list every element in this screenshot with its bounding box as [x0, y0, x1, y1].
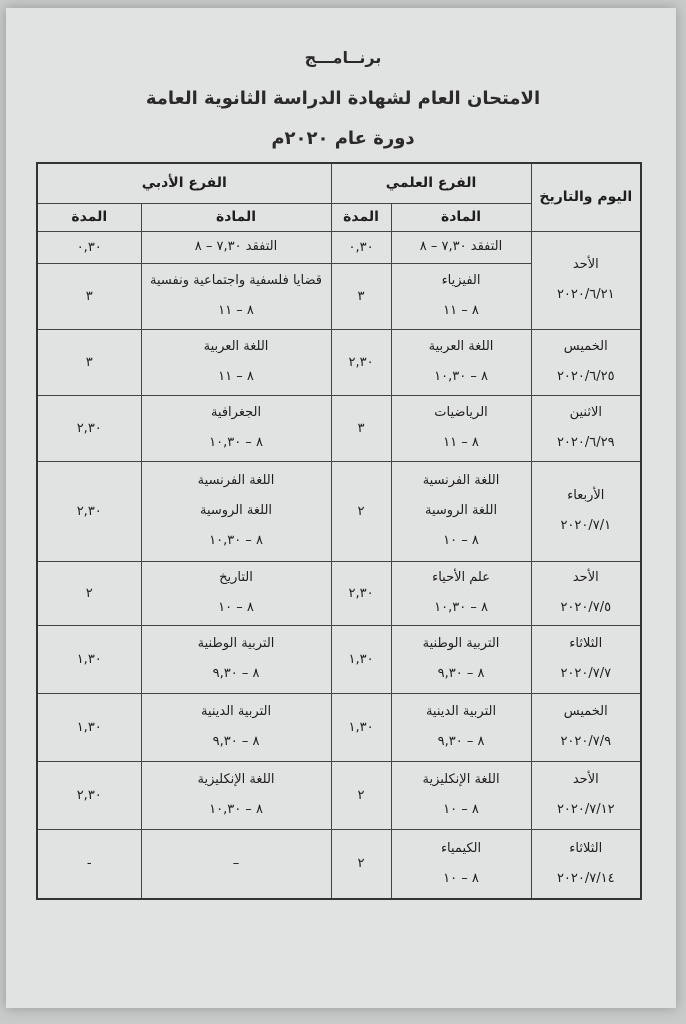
lit-subject-cell-line: ٨ – ٩,٣٠: [212, 666, 260, 681]
lit-subject-cell-line: ٨ – ١١: [218, 303, 254, 318]
day-date-cell: [531, 625, 641, 693]
sci-duration-cell-line: ٢: [357, 787, 365, 803]
sci-subject-cell-line: الكيمياء: [440, 840, 482, 856]
day-date-cell-line: الخميس: [563, 339, 608, 354]
sci-subject-cell-line: ٨ – ١٠: [443, 870, 479, 886]
sci-duration-cell: [331, 329, 391, 395]
table-row: [37, 761, 641, 829]
table-row: [37, 693, 641, 761]
lit-subject-cell-line: اللغة العربية: [203, 339, 269, 354]
sci-checkin-duration-line: ٠,٣٠: [348, 239, 374, 255]
schedule-body: [37, 231, 641, 899]
sci-subject-cell-line: اللغة الروسية: [425, 503, 498, 518]
exam-title: الامتحان العام لشهادة الدراسة الثانوية العامة: [145, 88, 541, 109]
sci-subject-cell: [391, 761, 531, 829]
lit-checkin-cell: [141, 231, 331, 263]
lit-subject-cell-line: –: [232, 855, 240, 871]
sci-checkin-cell: [391, 231, 531, 263]
lit-duration-cell-line: ٢,٣٠: [76, 787, 102, 803]
sci-subject-cell-line: ٨ – ١١: [443, 303, 479, 318]
sci-subject-cell: [391, 625, 531, 693]
day-date-cell-line: الأحد: [572, 772, 599, 787]
literary-branch-header: الفرع الأدبي: [37, 163, 331, 203]
lit-subject-cell: [141, 829, 331, 899]
lit-duration-cell-line: ٢: [85, 585, 93, 601]
sci-subject-cell: [391, 263, 531, 329]
table-row: [37, 231, 641, 263]
day-date-cell-line: الاثنين: [569, 405, 602, 420]
day-date-cell-line: ٢٠٢٠/٧/٩: [560, 734, 612, 749]
lit-subject-cell-line: التاريخ: [219, 570, 253, 585]
day-date-cell: [531, 561, 641, 625]
lit-duration-cell-line: ٣: [85, 288, 93, 304]
sci-duration-cell: [331, 761, 391, 829]
lit-subject-cell: [141, 329, 331, 395]
lit-duration-cell-line: ١,٣٠: [76, 719, 102, 735]
sci-subject-cell: [391, 829, 531, 899]
lit-checkin-duration: [37, 231, 141, 263]
day-date-cell-line: ٢٠٢٠/٦/٢١: [556, 287, 615, 302]
sci-subject-cell-line: ٨ – ١٠,٣٠: [434, 600, 488, 615]
day-date-cell-line: الأحد: [572, 257, 599, 272]
sci-duration-cell-line: ٢: [357, 503, 365, 519]
lit-subject-cell-line: ٨ – ١٠,٣٠: [209, 435, 263, 450]
lit-duration-cell-line: ١,٣٠: [76, 651, 102, 667]
day-date-cell-line: ٢٠٢٠/٧/٥: [560, 600, 612, 615]
lit-duration-cell-line: ٢,٣٠: [76, 420, 102, 436]
lit-duration-cell: [37, 395, 141, 461]
sci-duration-cell: [331, 561, 391, 625]
day-date-cell: [531, 395, 641, 461]
day-date-cell: [531, 829, 641, 899]
sci-subject-cell-line: ٨ – ٩,٣٠: [437, 666, 485, 681]
sci-subject-cell-line: اللغة الفرنسية: [422, 473, 500, 488]
sci-subject-cell: [391, 395, 531, 461]
lit-duration-cell-line: -: [86, 856, 92, 872]
day-date-cell-line: الأربعاء: [567, 488, 605, 503]
day-date-cell-line: ٢٠٢٠/٦/٢٥: [556, 369, 615, 384]
lit-subject-cell-line: ٨ – ١٠: [218, 600, 254, 615]
lit-duration-cell: [37, 693, 141, 761]
sci-subject-cell-line: ٨ – ١٠: [443, 533, 479, 548]
sci-subject-cell-line: ٨ – ١٠,٣٠: [434, 369, 488, 384]
sci-checkin-cell-line: التفقد ٧,٣٠ – ٨: [419, 239, 503, 254]
lit-subject-cell: [141, 625, 331, 693]
lit-duration-cell: [37, 461, 141, 561]
day-date-header: اليوم والتاريخ: [531, 163, 641, 231]
lit-subject-cell-line: اللغة الفرنسية: [197, 473, 275, 488]
sci-subject-cell-line: علم الأحياء: [432, 570, 490, 585]
sci-subject-cell-line: اللغة العربية: [428, 339, 494, 354]
scientific-branch-header: الفرع العلمي: [331, 163, 531, 203]
day-date-cell-line: الثلاثاء: [569, 840, 603, 856]
day-date-cell-line: الأحد: [572, 570, 599, 585]
sci-subject-cell-line: الرياضيات: [434, 405, 488, 420]
table-row: [37, 561, 641, 625]
sci-subject-cell-line: التربية الدينية: [425, 704, 497, 719]
lit-subject-cell-line: قضايا فلسفية واجتماعية ونفسية: [150, 273, 322, 288]
sci-duration-cell-line: ٢: [357, 856, 365, 872]
sci-subject-cell-line: الفيزياء: [441, 273, 481, 288]
sci-duration-cell: [331, 461, 391, 561]
day-date-cell-line: ٢٠٢٠/٧/٧: [560, 666, 612, 681]
session-title: دورة عام ٢٠٢٠م: [271, 128, 415, 149]
sci-subject-cell-line: ٨ – ٩,٣٠: [437, 734, 485, 749]
lit-duration-cell: [37, 561, 141, 625]
lit-subject-cell-line: ٨ – ٩,٣٠: [212, 734, 260, 749]
sci-subject-cell-line: اللغة الإنكليزية: [422, 772, 500, 787]
sci-duration-cell-line: ٣: [357, 420, 365, 436]
sci-duration-header: المدة: [331, 203, 391, 231]
sci-duration-cell: [331, 625, 391, 693]
lit-checkin-duration-line: ٠,٣٠: [76, 239, 102, 255]
sci-duration-cell-line: ٣: [357, 288, 365, 304]
lit-duration-cell: [37, 625, 141, 693]
day-date-cell: [531, 329, 641, 395]
lit-subject-cell-line: الجغرافية: [210, 405, 262, 420]
lit-subject-cell: [141, 693, 331, 761]
table-row: [37, 829, 641, 899]
lit-subject-cell: [141, 761, 331, 829]
day-date-cell-line: ٢٠٢٠/٦/٢٩: [556, 435, 615, 450]
lit-duration-cell: [37, 829, 141, 899]
table-row: [37, 329, 641, 395]
sci-duration-cell: [331, 263, 391, 329]
day-date-cell-line: الثلاثاء: [569, 636, 603, 651]
lit-subject-cell-line: ٨ – ١٠,٣٠: [209, 802, 263, 817]
sci-subject-cell: [391, 693, 531, 761]
sci-duration-cell-line: ٢,٣٠: [348, 585, 374, 601]
lit-duration-cell: [37, 329, 141, 395]
lit-checkin-cell-line: التفقد ٧,٣٠ – ٨: [194, 239, 278, 254]
sci-duration-cell-line: ١,٣٠: [348, 651, 374, 667]
day-date-cell-line: الخميس: [563, 704, 608, 719]
sci-duration-cell: [331, 693, 391, 761]
lit-duration-cell: [37, 761, 141, 829]
lit-subject-cell: [141, 263, 331, 329]
lit-subject-cell-line: التربية الوطنية: [197, 636, 275, 651]
sci-subject-header: المادة: [391, 203, 531, 231]
sci-subject-cell-line: ٨ – ١٠: [443, 802, 479, 817]
table-row: [37, 395, 641, 461]
day-date-cell-line: ٢٠٢٠/٧/١٤: [556, 870, 615, 886]
day-date-cell: [531, 761, 641, 829]
program-heading: برنــامـــج: [304, 48, 382, 67]
day-date-cell: [531, 693, 641, 761]
lit-subject-cell-line: التربية الدينية: [200, 704, 272, 719]
sci-subject-cell: [391, 461, 531, 561]
lit-subject-header: المادة: [141, 203, 331, 231]
lit-duration-header: المدة: [37, 203, 141, 231]
lit-subject-cell-line: اللغة الروسية: [199, 503, 273, 518]
sci-checkin-duration: [331, 231, 391, 263]
lit-duration-cell: [37, 263, 141, 329]
lit-subject-cell-line: اللغة الإنكليزية: [197, 772, 275, 787]
day-date-cell-line: ٢٠٢٠/٧/١: [560, 518, 612, 533]
lit-subject-cell: [141, 395, 331, 461]
sci-duration-cell: [331, 395, 391, 461]
lit-subject-cell: [141, 461, 331, 561]
sci-subject-cell-line: التربية الوطنية: [422, 636, 500, 651]
lit-duration-cell-line: ٣: [85, 354, 93, 370]
sci-subject-cell: [391, 561, 531, 625]
exam-schedule-table: [36, 162, 642, 900]
lit-duration-cell-line: ٢,٣٠: [76, 503, 102, 519]
day-date-cell-line: ٢٠٢٠/٧/١٢: [556, 802, 615, 817]
day-date-cell: [531, 231, 641, 329]
lit-subject-cell-line: ٨ – ١١: [218, 369, 254, 384]
sci-duration-cell-line: ٢,٣٠: [348, 354, 374, 370]
table-row: [37, 461, 641, 561]
sci-subject-cell-line: ٨ – ١١: [443, 435, 479, 450]
lit-subject-cell: [141, 561, 331, 625]
sci-duration-cell-line: ١,٣٠: [348, 719, 374, 735]
sci-duration-cell: [331, 829, 391, 899]
day-date-cell: [531, 461, 641, 561]
table-row: [37, 625, 641, 693]
sci-subject-cell: [391, 329, 531, 395]
lit-subject-cell-line: ٨ – ١٠,٣٠: [209, 533, 263, 548]
